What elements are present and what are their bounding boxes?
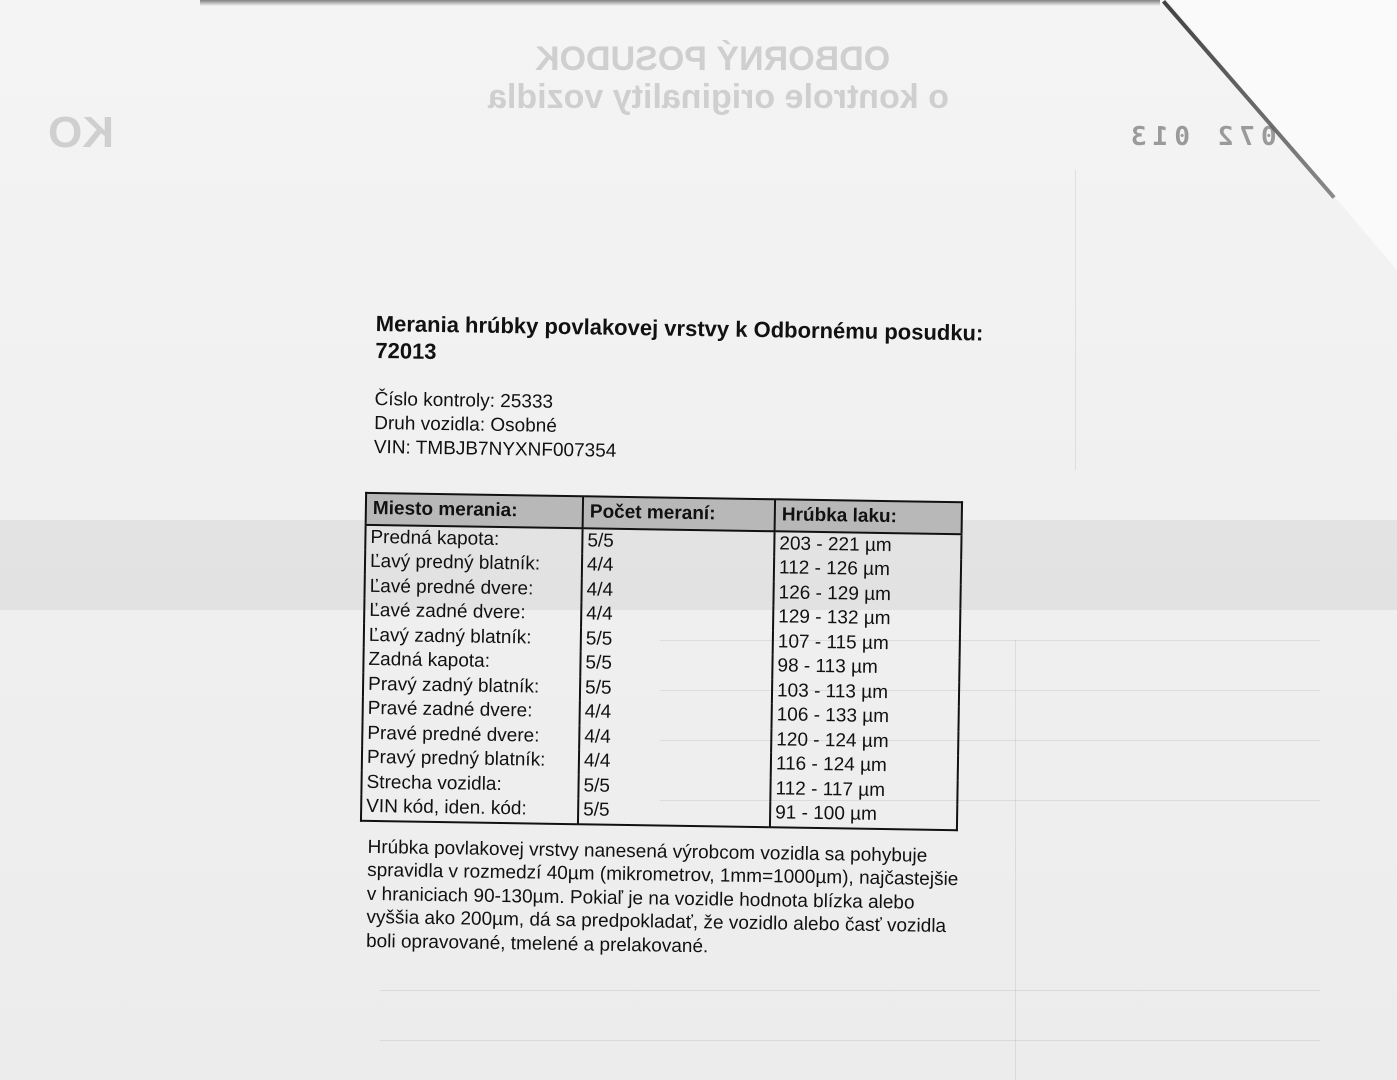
cell-thickness: 98 - 113 µm <box>777 655 878 678</box>
cell-count: 5/5 <box>578 798 770 827</box>
header-measurement-count: Počet meraní: <box>583 496 775 531</box>
cell-place: Ľavé zadné dvere: <box>364 599 581 627</box>
bleed-through-badge: KO <box>48 108 114 157</box>
cell-count: 5/5 <box>580 651 772 679</box>
cell-count: 4/4 <box>581 602 773 630</box>
bleed-through-rule <box>1075 170 1076 470</box>
cell-count: 5/5 <box>578 774 770 802</box>
bleed-through-rule <box>380 990 1320 991</box>
cell-thickness: 106 - 133 µm <box>776 704 890 728</box>
cell-count: 5/5 <box>581 627 773 655</box>
cell-place: Ľavý predný blatník: <box>365 550 582 578</box>
cell-count: 4/4 <box>582 553 774 581</box>
cell-place: Pravý predný blatník: <box>362 746 579 774</box>
cell-place: Pravé zadné dvere: <box>363 697 580 725</box>
cell-thickness: 91 - 100 µm <box>774 802 878 825</box>
cell-thickness: 112 - 126 µm <box>778 557 891 581</box>
bleed-through-rule <box>380 1040 1320 1041</box>
control-number: Číslo kontroly: 25333 <box>374 388 554 413</box>
bleed-through-heading-2: o kontrole originality vozidla <box>488 78 949 116</box>
cell-place: Zadná kapota: <box>363 648 580 676</box>
cell-place: Ľavý zadný blatník: <box>364 623 581 651</box>
vehicle-info <box>374 388 995 470</box>
cell-count: 4/4 <box>579 749 771 777</box>
cell-count: 4/4 <box>580 700 772 728</box>
cell-thickness: 112 - 117 µm <box>775 777 886 801</box>
measurement-report <box>366 310 996 982</box>
cell-place: Pravý zadný blatník: <box>363 672 580 700</box>
cell-thickness: 203 - 221 µm <box>779 532 892 556</box>
cell-thickness: 107 - 115 µm <box>777 630 889 654</box>
cell-thickness: 126 - 129 µm <box>778 581 892 605</box>
cell-thickness: 103 - 113 µm <box>776 679 889 703</box>
cell-place: Ľavé predné dvere: <box>364 574 581 602</box>
cell-thickness: 129 - 132 µm <box>778 606 891 630</box>
cell-count: 5/5 <box>582 528 774 557</box>
cell-place: Pravé predné dvere: <box>362 721 579 749</box>
header-paint-thickness: Hrúbka laku: <box>775 499 962 533</box>
report-title: Merania hrúbky povlakovej vrstvy k Odbornému posudku: 72013 <box>375 310 984 364</box>
bleed-through-rule <box>1015 640 1016 1080</box>
vehicle-type: Druh vozidla: Osobné <box>374 412 558 437</box>
header-measurement-place: Miesto merania: <box>366 493 583 528</box>
cell-thickness: 116 - 124 µm <box>775 753 888 777</box>
page-top-shadow <box>200 0 1160 6</box>
cell-place: VIN kód, iden. kód: <box>361 795 578 824</box>
cell-thickness: 120 - 124 µm <box>776 728 889 752</box>
paint-thickness-table <box>360 492 963 831</box>
vin-number: VIN: TMBJB7NYXNF007354 <box>373 436 617 462</box>
cell-count: 5/5 <box>580 676 772 704</box>
explanatory-note: Hrúbka povlakovej vrstvy nanesená výrobcom vozidla sa pohybuje spravidla v rozmedzí 40µm (mikrometrov, 1mm=1000µm), najčastejšie v hraniciach 90-130µm. Pokiaľ je na vozidle hodnota blízka alebo vyššia ako 200µm, dá sa predpokladať, že vozidlo alebo časť vozidla boli opravované, tmelené a prelakované. <box>365 836 959 957</box>
cell-count: 4/4 <box>579 725 771 753</box>
bleed-through-heading-1: ODBORNÝ POSUDOK <box>535 40 891 78</box>
bleed-through-code: 072 013 <box>1125 122 1277 152</box>
cell-count: 4/4 <box>581 578 773 606</box>
cell-place: Strecha vozidla: <box>361 770 578 798</box>
cell-place: Predná kapota: <box>365 524 582 553</box>
